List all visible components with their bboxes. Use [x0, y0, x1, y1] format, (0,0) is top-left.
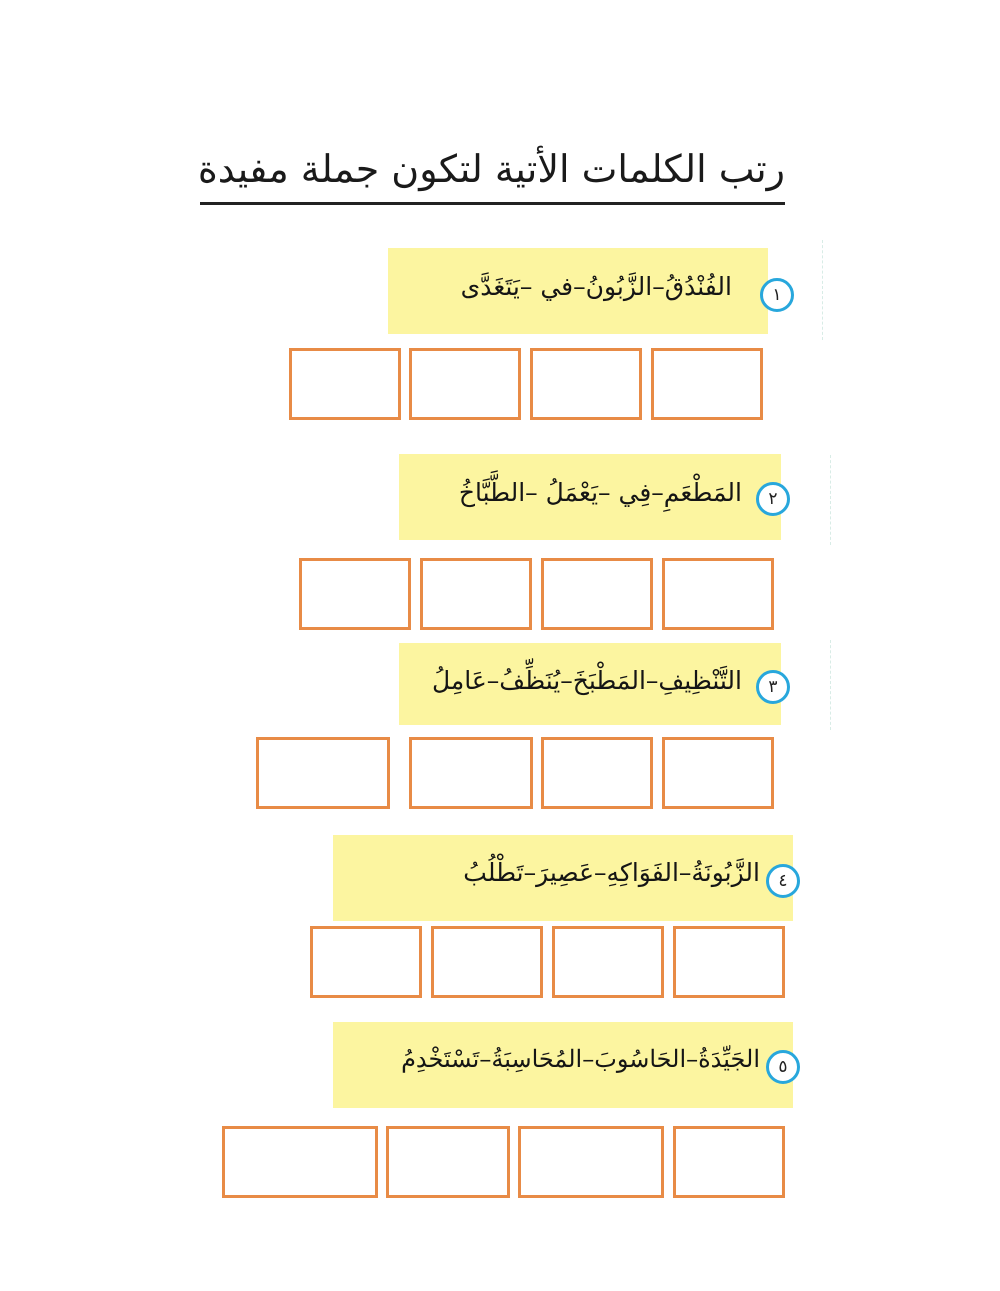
answer-box[interactable] [289, 348, 401, 420]
answer-box[interactable] [552, 926, 664, 998]
question-number-badge: ٣ [756, 670, 790, 704]
answer-box[interactable] [420, 558, 532, 630]
question-words: الزَّبُونَةُ–الفَوَاكِهِ–عَصِيرَ–تَطْلُبُ [463, 858, 760, 887]
answer-box[interactable] [541, 737, 653, 809]
answer-box[interactable] [310, 926, 422, 998]
question-words: التَّنْظِيفِ–المَطْبَخَ–يُنَظِّفُ–عَامِلُ [431, 666, 742, 695]
decorative-pattern [790, 640, 831, 730]
answer-box[interactable] [299, 558, 411, 630]
answer-box[interactable] [409, 348, 521, 420]
answer-box[interactable] [530, 348, 642, 420]
answer-box[interactable] [662, 558, 774, 630]
answer-box[interactable] [256, 737, 390, 809]
question-number-badge: ٥ [766, 1050, 800, 1084]
worksheet-title: رتب الكلمات الأتية لتكون جملة مفيدة [200, 140, 785, 205]
answer-box[interactable] [541, 558, 653, 630]
answer-box[interactable] [222, 1126, 378, 1198]
decorative-pattern [790, 455, 831, 545]
answer-box[interactable] [651, 348, 763, 420]
question-words: الفُنْدُقُ–الزَّبُونُ–في –يَتَغَدَّى [460, 272, 732, 301]
answer-box[interactable] [673, 1126, 785, 1198]
question-number-badge: ٢ [756, 482, 790, 516]
question-number-badge: ١ [760, 278, 794, 312]
answer-box[interactable] [431, 926, 543, 998]
answer-box[interactable] [673, 926, 785, 998]
question-number-badge: ٤ [766, 864, 800, 898]
answer-box[interactable] [386, 1126, 510, 1198]
answer-box[interactable] [662, 737, 774, 809]
answer-box[interactable] [518, 1126, 664, 1198]
question-words: المَطْعَمِ–فِي –يَعْمَلُ –الطَّبَّاخُ [458, 478, 742, 507]
answer-box[interactable] [409, 737, 533, 809]
question-words: الجَيِّدَةُ–الحَاسُوبَ–المُحَاسِبَةُ–تَسْتَخْدِمُ [401, 1045, 760, 1073]
